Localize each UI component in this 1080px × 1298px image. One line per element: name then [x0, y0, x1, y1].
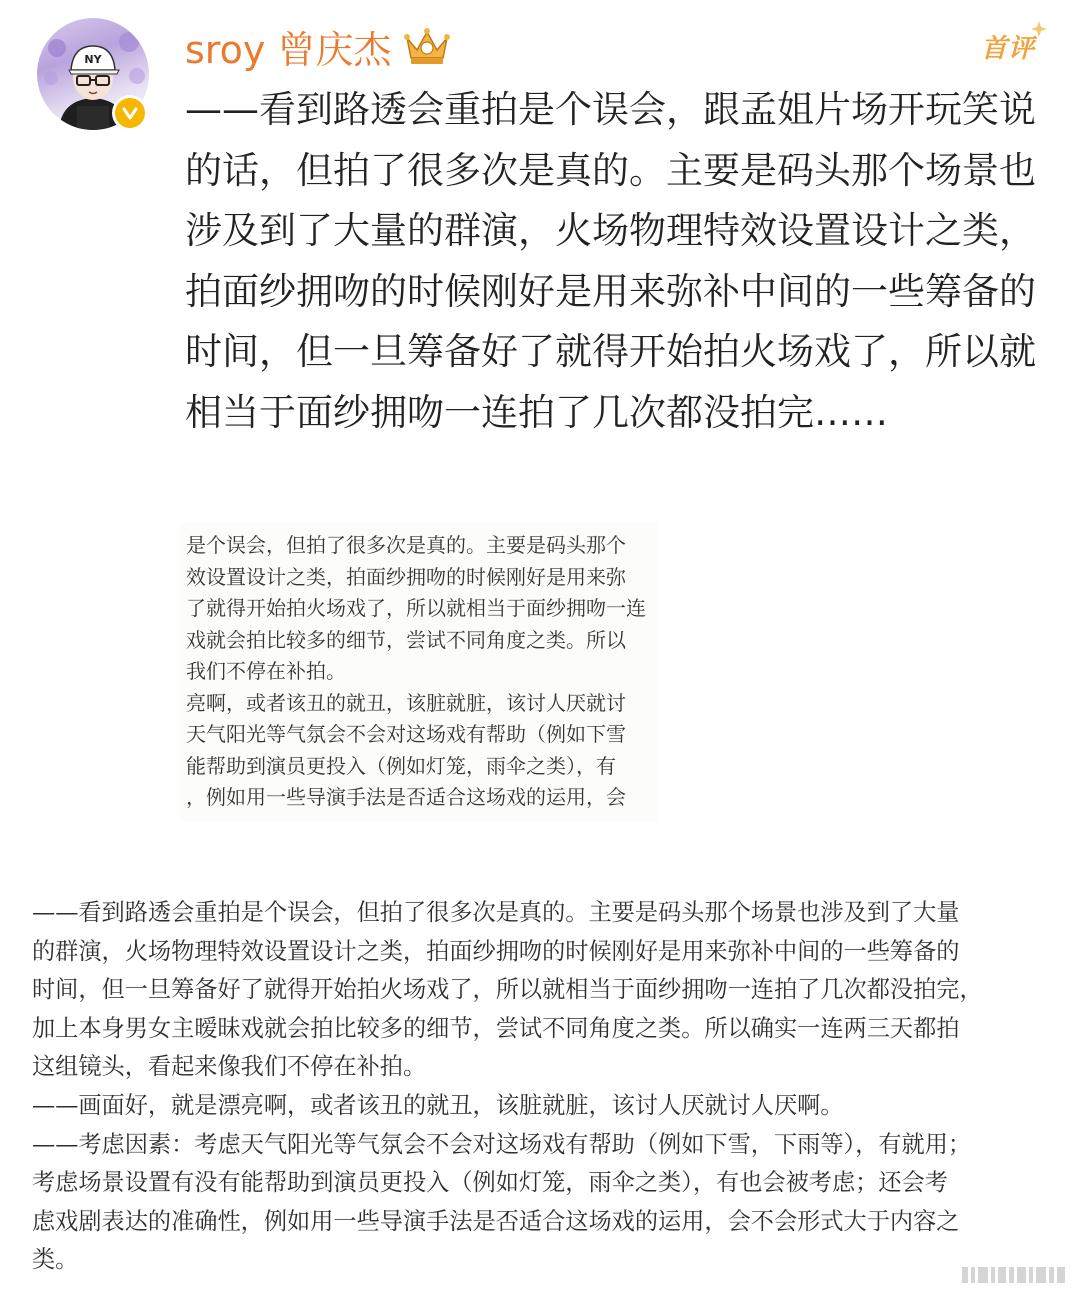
scan-full-line: 考虑场景设置有没有能帮助到演员更投入（例如灯笼，雨伞之类），有也会被考虑；还会考 [32, 1169, 948, 1197]
scan-crop-text [186, 530, 658, 814]
star-icon [1030, 20, 1048, 38]
attached-image-scan-full[interactable] [22, 880, 1062, 1280]
scan-full-line: 加上本身男女主暧昧戏就会拍比较多的细节，尝试不同角度之类。所以确实一连两三天都拍 [32, 1014, 960, 1042]
scan-full-line: 的群演，火场物理特效设置设计之类，拍面纱拥吻的时候刚好是用来弥补中间的一些筹备的 [32, 937, 960, 965]
username-row [185, 20, 453, 72]
scan-crop-line: ，例如用一些导演手法是否适合这场戏的运用，会 [186, 785, 626, 809]
scan-crop-line: 能帮助到演员更投入（例如灯笼，雨伞之类），有 [186, 753, 616, 778]
first-comment-badge [968, 24, 1048, 68]
watermark-icon [962, 1264, 1072, 1286]
scan-full-line: ——画面好，就是漂亮啊，或者该丑的就丑，该脏就脏，该讨人厌就讨人厌啊。 [32, 1091, 844, 1119]
scan-full-line: 类。 [32, 1246, 79, 1274]
comment-text: ——看到路透会重拍是个误会，跟孟姐片场开玩笑说的话，但拍了很多次是真的。主要是码头那个场景也涉及到了大量的群演，火场物理特效设置设计之类，拍面纱拥吻的时候刚好是用来弥补中间的一些筹备的时间，但一旦筹备好了就得开始拍火场戏了，所以就相当于面纱拥吻一连拍了几次都没拍完…… [185, 88, 1036, 434]
scan-crop-line: 亮啊，或者该丑的就丑，该脏就脏，该讨人厌就讨 [186, 690, 626, 715]
scan-full-line: 虑戏剧表达的准确性，例如用一些导演手法是否适合这场戏的运用，会不会形式大于内容之 [32, 1207, 960, 1235]
first-comment-label: 首评 [980, 33, 1035, 64]
scan-crop-line: 天气阳光等气氛会不会对这场戏有帮助（例如下雪 [186, 722, 626, 746]
username[interactable]: sroy 曾庆杰 [185, 27, 392, 72]
scan-full-line: ——看到路透会重拍是个误会，但拍了很多次是真的。主要是码头那个场景也涉及到了大量 [32, 899, 960, 926]
scan-crop-line: 是个误会，但拍了很多次是真的。主要是码头那个 [186, 533, 626, 557]
attached-image-scan-crop[interactable] [180, 522, 658, 822]
scan-full-line: ——考虑因素：考虑天气阳光等气氛会不会对这场戏有帮助（例如下雪，下雨等），有就用； [32, 1130, 972, 1158]
scan-full-text [32, 894, 1062, 1280]
scan-crop-line: 效设置设计之类，拍面纱拥吻的时候刚好是用来弥 [186, 564, 626, 589]
scan-crop-line: 我们不停在补拍。 [186, 659, 346, 683]
scan-full-line: 这组镜头，看起来像我们不停在补拍。 [32, 1053, 427, 1081]
svg-text:NY: NY [84, 53, 102, 66]
scan-crop-line: 了就得开始拍火场戏了，所以就相当于面纱拥吻一连 [186, 596, 646, 620]
crown-icon [401, 24, 453, 68]
scan-crop-line: 戏就会拍比较多的细节，尝试不同角度之类。所以 [186, 627, 626, 652]
scan-full-line: 时间，但一旦筹备好了就得开始拍火场戏了，所以就相当于面纱拥吻一连拍了几次都没拍完， [32, 976, 983, 1004]
verified-badge-icon [112, 95, 148, 131]
